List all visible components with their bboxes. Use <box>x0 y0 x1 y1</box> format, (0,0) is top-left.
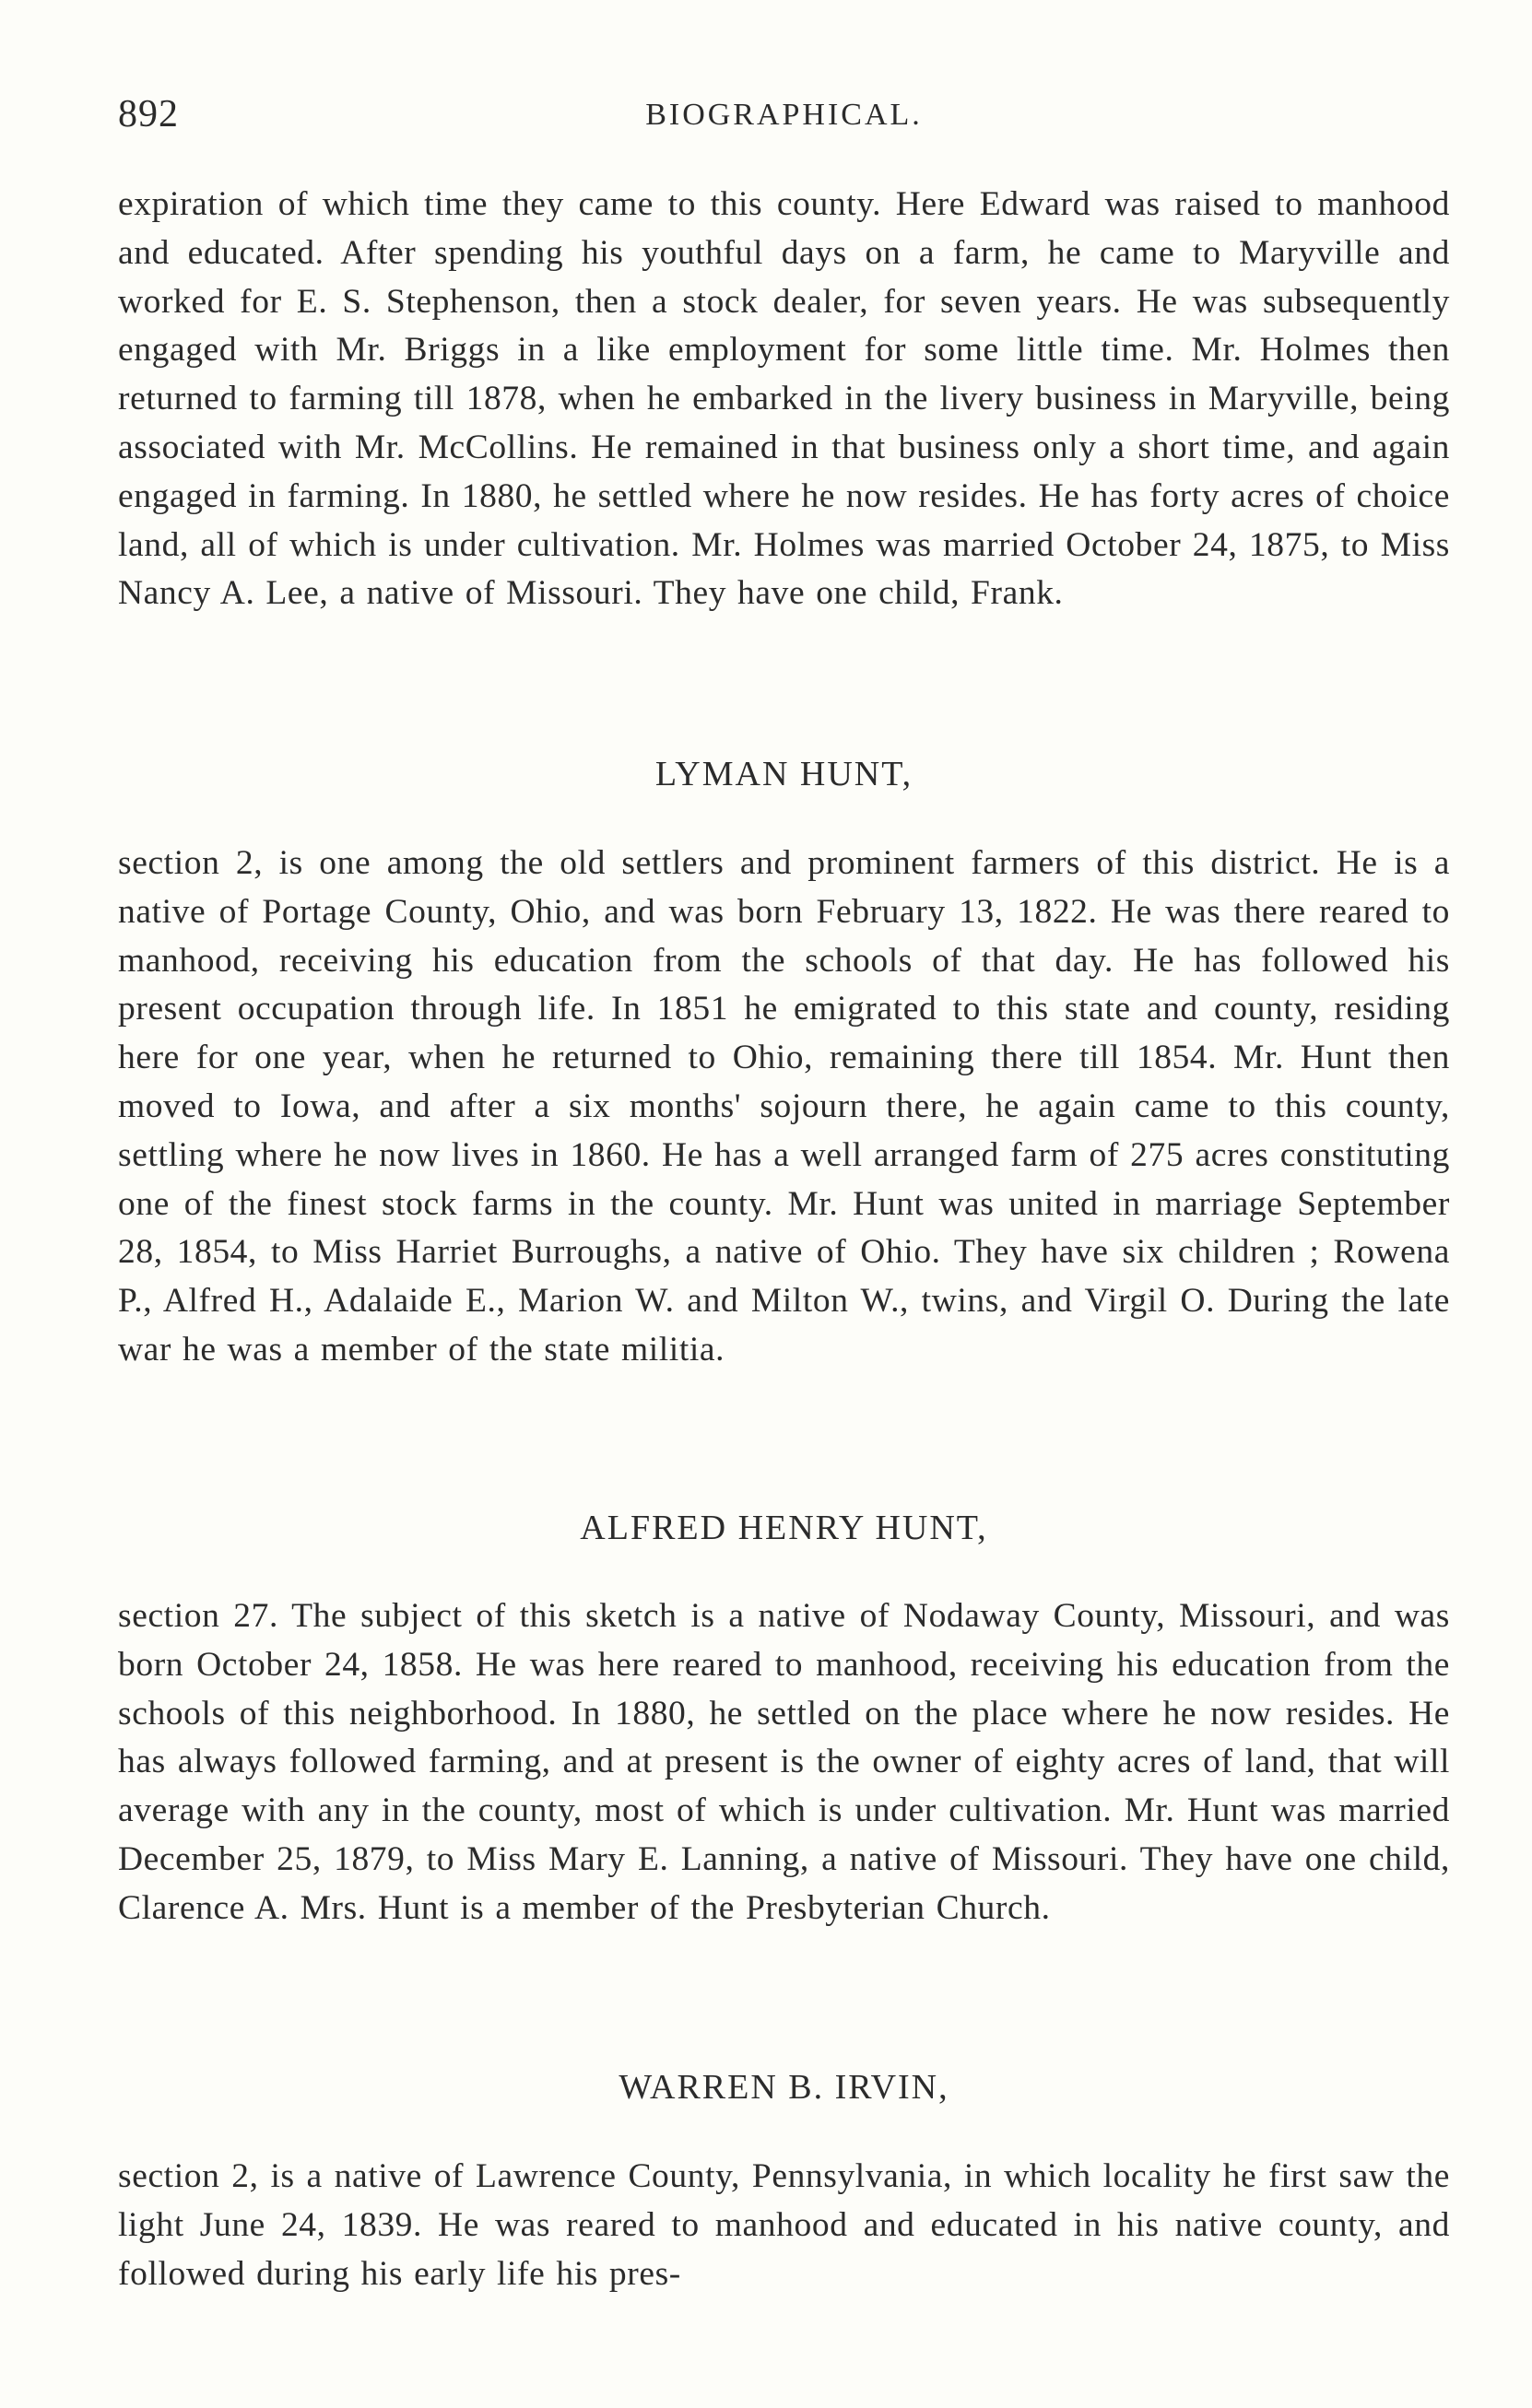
warren-b-irvin-heading: WARREN B. IRVIN, <box>619 2068 949 2107</box>
alfred-henry-hunt-paragraph: section 27. The subject of this sketch is a native of Nodaway County, Missouri, and was born October 24, 1858. He was here reared to manhood, receiving his education from the schools of this neighborhood. In 1880, he settled on the place where he now resides. He has always followed farming, and at present is the owner of eighty acres of land, that will average with any in the county, most of which is under cultivation. Mr. Hunt was married December 25, 1879, to Miss Mary E. Lanning, a native of Missouri. They have one child, Clarence A. Mrs. Hunt is a member of the Presbyterian Church. <box>118 1597 1450 1927</box>
page-number: 892 <box>118 93 179 135</box>
warren-b-irvin-paragraph: section 2, is a native of Lawrence County, Pennsylvania, in which locality he first saw the light June 24, 1839. He was reared to manhood and educated in his native county, and followed during his early life his pres- <box>118 2157 1450 2293</box>
lyman-hunt-paragraph: section 2, is one among the old settlers and prominent farmers of this district. He is a native of Portage County, Ohio, and was born February 13, 1822. He was there reared to manhood, receiving his education from the schools of that day. He has followed his present occupation through life. In 1851 he emigrated to this state and county, residing here for one year, when he returned to Ohio, remaining there till 1854. Mr. Hunt then moved to Iowa, and after a six months' sojourn there, he again came to this county, settling where he now lives in 1860. He has a well arranged farm of 275 acres constituting one of the finest stock farms in the county. Mr. Hunt was united in marriage September 28, 1854, to Miss Harriet Burroughs, a native of Ohio. They have six children ; Rowena P., Alfred H., Adalaide E., Marion W. and Milton W., twins, and Virgil O. During the late war he was a member of the state militia. <box>118 844 1450 1368</box>
running-title: BIOGRAPHICAL. <box>645 98 923 132</box>
lyman-hunt-heading: LYMAN HUNT, <box>654 755 913 793</box>
alfred-henry-hunt-heading: ALFRED HENRY HUNT, <box>580 1509 988 1547</box>
running-head <box>118 92 1450 147</box>
holmes-paragraph: expiration of which time they came to this county. Here Edward was raised to manhood and educated. After spending his youthful days on a farm, he came to Maryville and worked for E. S. Stephenson, then a stock dealer, for seven years. He was subsequently engaged with Mr. Briggs in a like employment for some little time. Mr. Holmes then returned to farming till 1878, when he embarked in the livery business in Maryville, being associated with Mr. McCollins. He remained in that business only a short time, and again engaged in farming. In 1880, he settled where he now resides. He has forty acres of choice land, all of which is under cultivation. Mr. Holmes was married October 24, 1875, to Miss Nancy A. Lee, a native of Missouri. They have one child, Frank. <box>118 185 1450 613</box>
